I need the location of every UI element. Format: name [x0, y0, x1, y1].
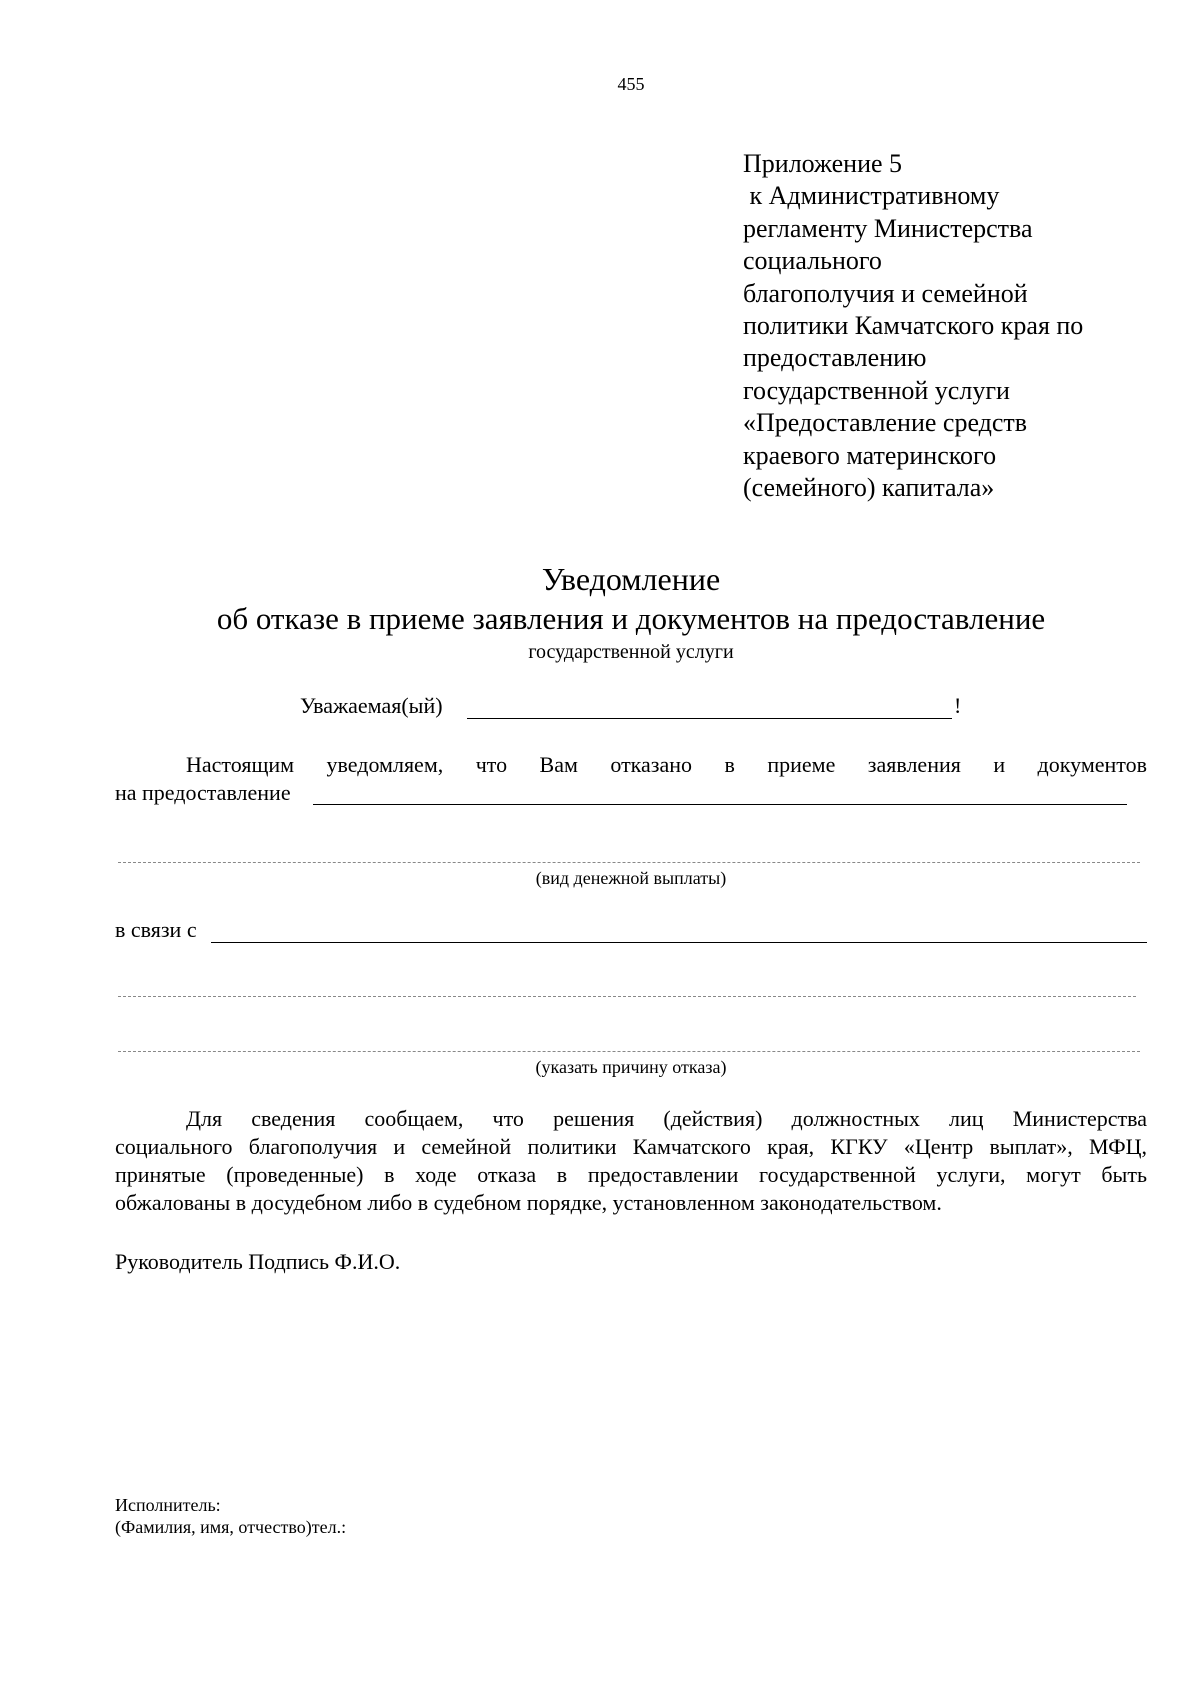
- executor-label: Исполнитель:: [115, 1495, 221, 1515]
- appendix-line: предоставлению: [743, 343, 927, 373]
- reason-caption: (указать причину отказа): [535, 1057, 727, 1077]
- service-blank: [313, 804, 1127, 805]
- notice-line-2: на предоставление: [115, 780, 291, 805]
- appendix-line: к Административному: [743, 181, 1000, 211]
- reason-blank-3: [118, 1051, 1140, 1052]
- page-number: 455: [617, 74, 645, 94]
- appendix-line: государственной услуги: [743, 375, 1010, 405]
- document-subtitle: об отказе в приеме заявления и документов на предоставление: [216, 601, 1046, 636]
- appeal-paragraph: [115, 1105, 1147, 1217]
- appeal-line: Для сведения сообщаем, что решения (действия) должностных лиц Министерства: [186, 1106, 1147, 1131]
- appendix-line: Приложение 5: [743, 149, 903, 178]
- appendix-block: [743, 148, 1163, 504]
- executor-block: [115, 1494, 346, 1538]
- document-subtitle-continued: государственной услуги: [528, 641, 734, 663]
- executor-details: (Фамилия, имя, отчество)тел.:: [115, 1517, 347, 1537]
- greeting-label: Уважаемая(ый): [300, 693, 443, 718]
- payment-type-blank: [118, 862, 1140, 863]
- document-title: Уведомление: [541, 561, 721, 597]
- payment-type-caption: (вид денежной выплаты): [535, 868, 727, 888]
- notice-line-1: Настоящим уведомляем, что Вам отказано в приеме заявления и документов: [186, 752, 1147, 777]
- appendix-line: благополучия и семейной: [743, 278, 1028, 308]
- appendix-line: «Предоставление средств: [743, 408, 1028, 438]
- recipient-name-blank: [467, 718, 952, 719]
- appendix-line: регламенту Министерства: [743, 213, 1033, 243]
- appendix-line: социального: [743, 246, 882, 276]
- appendix-line: краевого материнского: [743, 440, 997, 470]
- appendix-line: политики Камчатского края по: [743, 311, 1084, 341]
- signature-line: Руководитель Подпись Ф.И.О.: [115, 1249, 401, 1274]
- appendix-line: (семейного) капитала»: [743, 473, 995, 503]
- appeal-line: принятые (проведенные) в ходе отказа в предоставлении государственной услуги, могут быть: [115, 1162, 1147, 1187]
- appeal-line: социального благополучия и семейной политики Камчатского края, КГКУ «Центр выплат», МФЦ,: [115, 1134, 1147, 1159]
- reason-label: в связи с: [115, 917, 197, 942]
- reason-blank-2: [118, 996, 1136, 997]
- greeting-exclamation: !: [954, 693, 962, 718]
- appeal-line: обжалованы в досудебном либо в судебном порядке, установленном законодательством.: [115, 1190, 942, 1215]
- reason-blank: [211, 942, 1147, 943]
